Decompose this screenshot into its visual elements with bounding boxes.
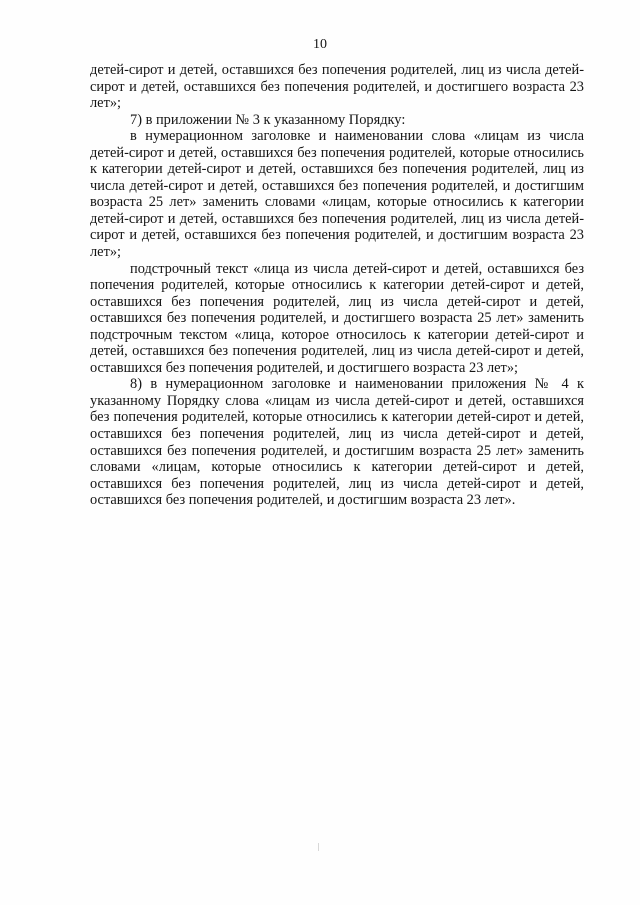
paragraph-item-7-heading-change: в нумерационном заголовке и наименовании слова «лицам из числа детей-сирот и детей, оставшихся без попечения родителей, которые относились к категории детей-сирот и детей, оставшихся без попечения родителей, лиц из числа детей-сирот и детей, оставшихся без попечения родителей, и достигшим возраста 25 лет» заменить словами «лицам, которые относились к категории детей-сирот и детей, оставшихся без попечения родителей, лиц из числа детей-сирот и детей, оставшихся без попечения родителей, и достигшим возраста 23 лет»; xyxy=(90,128,584,261)
paragraph-item-8: 8) в нумерационном заголовке и наименовании приложения № 4 к указанному Порядку слова «лицам из числа детей-сирот и детей, оставшихся без попечения родителей, которые относились к категории детей-сирот и детей, оставшихся без попечения родителей, лиц из числа детей-сирот и детей, оставшихся без попечения родителей, и достигшим возраста 25 лет» заменить словами «лицам, которые относились к категории детей-сирот и детей, оставшихся без попечения родителей, лиц из числа детей-сирот и детей, оставшихся без попечения родителей, и достигшим возраста 23 лет». xyxy=(90,376,584,509)
document-body xyxy=(90,62,584,509)
paragraph-item-7: 7) в приложении № 3 к указанному Порядку: xyxy=(130,111,406,128)
scan-artifact xyxy=(318,843,319,851)
paragraph-item-7-footnote-change: подстрочный текст «лица из числа детей-сирот и детей, оставшихся без попечения родителей, которые относились к категории детей-сирот и детей, оставшихся без попечения родителей, лиц из числа детей-сирот и детей, оставшихся без попечения родителей, и достигшего возраста 25 лет» заменить подстрочным текстом «лица, которое относилось к категории детей-сирот и детей, оставшихся без попечения родителей, лиц из числа детей-сирот и детей, оставшихся без попечения родителей, и достигшего возраста 23 лет»; xyxy=(90,260,584,376)
page-number: 10 xyxy=(313,37,327,52)
paragraph-continuation: детей-сирот и детей, оставшихся без попечения родителей, лиц из числа детей-сирот и детей, оставшихся без попечения родителей, и достигшего возраста 23 лет»; xyxy=(90,62,584,112)
